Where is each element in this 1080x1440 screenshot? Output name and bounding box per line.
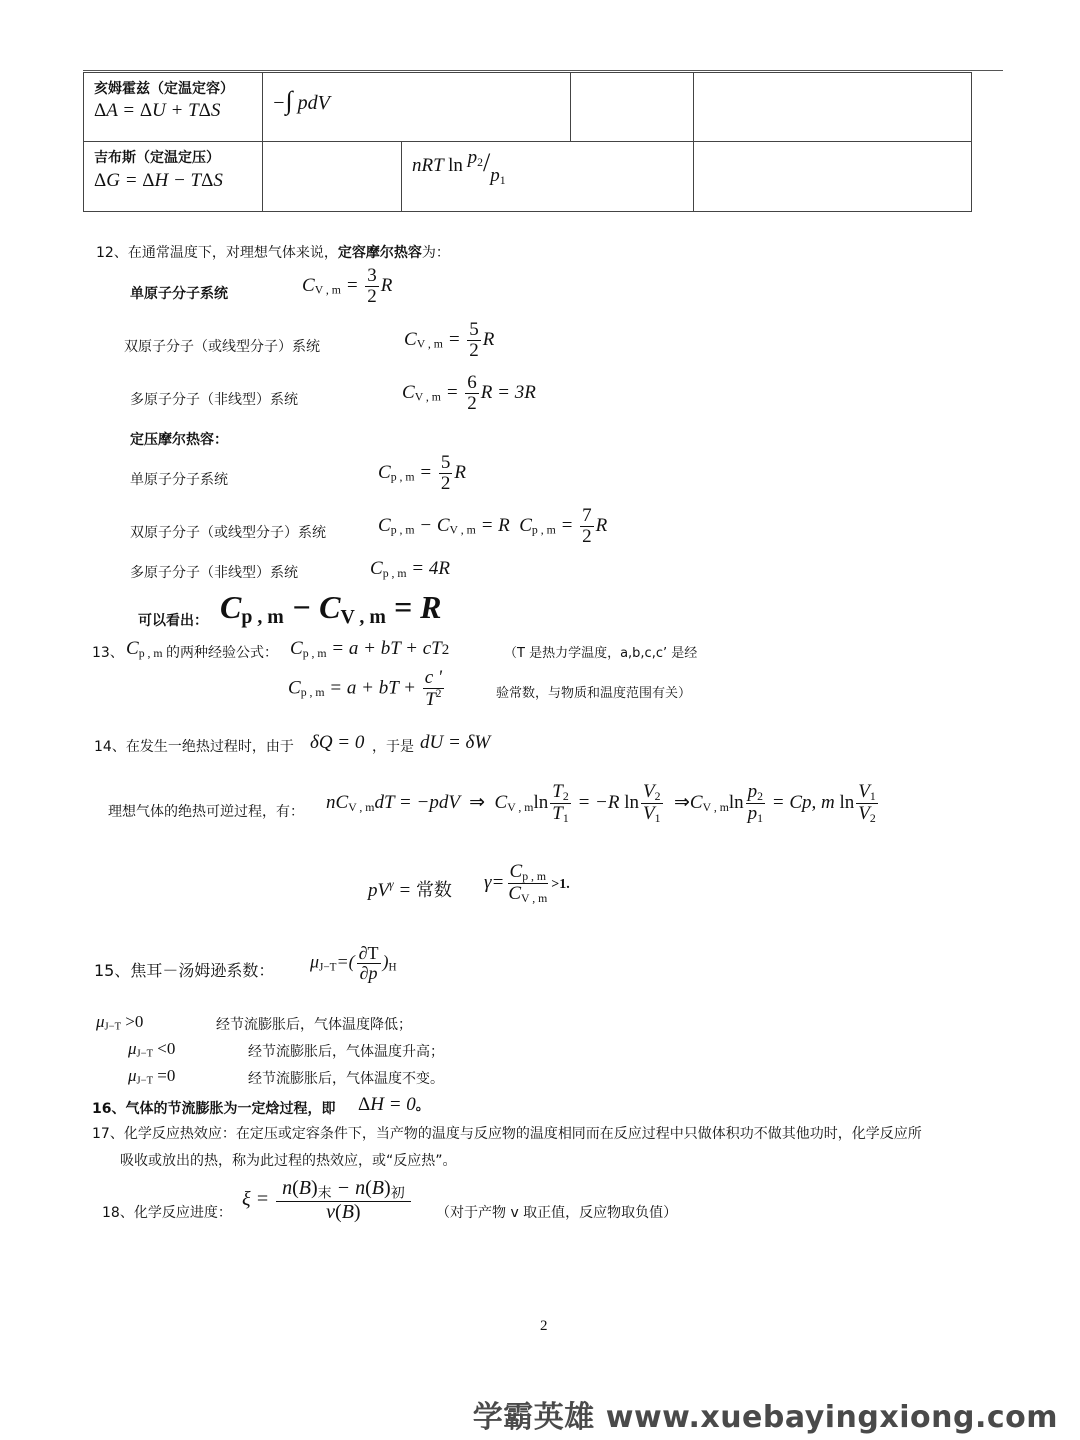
s13-note2: 验常数，与物质和温度范围有关） [496,686,692,701]
conclusion-label: 可以看出： [138,613,208,629]
mu-zero: $\mu_{J-T} =0$ [128,1066,176,1087]
helmholtz-label: 亥姆霍兹（定温定容） [94,81,234,97]
watermark: 学霸英雄 www.xuebayingxiong.com [472,1400,1058,1435]
helmholtz-formula: ΔA = ΔU + TΔS [94,100,221,121]
helmholtz-work: −∫ pdV [272,86,330,115]
s14-adiabatic-formula: $nC_{V , m}dT = -pdV$ ⇒ $C_{V , m}\ln$ $\frac{T_2}{T_1}$ = −R ln $\frac{V_2}{V_1}$ $\Rightarrow C_{V , m}\ln$ $\frac{p_2}{p_1}$ = Cp, m ln $\frac{V_1}{V_2}$ [326,781,876,826]
s15-label: 15、焦耳－汤姆逊系数： [94,961,275,980]
s14-mid: ，于是 [372,739,414,755]
cp-di-formula: $C_{p , m} - C_{V , m} = R$ $C_{p , m}$ = $\frac{7}{2}$ R [378,505,608,547]
cv-mono-label: 单原子分子系统 [130,286,228,302]
s15-formula: $\mu_{J-T}=$( $\frac{\partial T}{\partial p}$ )$_H$ [310,943,397,983]
gibbs-nrt: nRT $\ln p_2/p_1$ [412,147,506,187]
gibbs-label: 吉布斯（定温定压） [94,150,220,166]
gibbs-formula: ΔG = ΔH − TΔS [94,170,223,191]
s14-gamma: γ= $\frac{C_{p , m}}{C_{V , m}}$ >1. [484,861,570,906]
table-row-divider [84,141,971,142]
s16-formula: ΔH = 0。 [358,1094,430,1115]
s13-cp-symbol: $C_{p , m}$ [126,638,163,660]
s18-note: （对于产物 v 取正值，反应物取负值） [436,1205,678,1221]
s18-initial: 初 [390,1185,405,1202]
mu-negative-text: 经节流膨胀后，气体温度升高； [248,1044,444,1060]
top-rule [83,70,1003,71]
s13-formula2: $C_{p , m} = a$ + bT + $\frac{c '}{T^2}$ [288,667,442,710]
s14-ideal-label: 理想气体的绝热可逆过程，有： [108,804,304,820]
cp-title: 定压摩尔热容： [130,432,228,448]
s17-line2: 吸收或放出的热，称为此过程的热效应，或“反应热”。 [120,1153,457,1169]
table-col-divider [262,73,263,211]
cv-di-formula: $C_{V , m}$ = $\frac{5}{2}$ R [404,319,495,361]
cv-mono-formula: $C_{V , m}$ = $\frac{3}{2}$ R [302,265,393,307]
s18-formula: ξ = $\frac{n(B)_末 - n(B)_初}{\nu(B)}$ [242,1178,413,1223]
mu-zero-text: 经节流膨胀后，气体温度不变。 [248,1071,444,1087]
cp-poly-label: 多原子分子（非线型）系统 [130,565,298,581]
s16-text: 16、气体的节流膨胀为一定焓过程，即 [92,1101,336,1117]
cv-di-label: 双原子分子（或线型分子）系统 [124,339,320,355]
page-number: 2 [540,1318,548,1334]
s14-const: 常数 [415,880,452,901]
s14-dq: δQ = 0 [310,732,365,753]
s18-final: 末 [317,1185,332,1202]
s17-line1: 17、化学反应热效应：在定压或定容条件下，当产物的温度与反应物的温度相同而在反应过程中只做体积功不做其他功时，化学反应所 [92,1126,922,1142]
mu-negative: $\mu_{J-T} <0$ [128,1039,176,1060]
s13-text: 的两种经验公式： [166,645,278,661]
cv-poly-label: 多原子分子（非线型）系统 [130,392,298,408]
table-col-divider [693,73,694,211]
s13-note1: （T 是热力学温度，a,b,c,c’ 是经 [504,646,698,661]
cv-poly-formula: $C_{V , m}$ = $\frac{6}{2}$ R = 3R [402,372,536,414]
s13-label: 13、 [92,645,124,661]
s13-formula1: $C_{p , m} = a$ + bT + cT2 [290,638,450,660]
cp-poly-formula: $C_{p , m} = 4R$ [370,558,450,580]
cp-di-label: 双原子分子（或线型分子）系统 [130,525,326,541]
s12-intro: 12、在通常温度下，对理想气体来说，定容摩尔热容为： [96,245,450,261]
table-col-divider [570,73,571,141]
mu-positive-text: 经节流膨胀后，气体温度降低； [216,1017,412,1033]
cp-mono-formula: $C_{p , m}$ = $\frac{5}{2}$ R [378,452,466,494]
s18-label: 18、化学反应进度： [102,1205,232,1221]
table-col-divider [401,141,402,211]
s14-intro: 14、在发生一绝热过程时，由于 [94,739,294,755]
s14-pvgamma: $pV^\gamma$ = 常数 [368,879,452,901]
s14-du: dU = δW [420,732,491,753]
conclusion-formula: $C_{p , m} - C_{V , m} = R$ [220,589,442,628]
mu-positive: $\mu_{J-T} >0$ [96,1012,144,1033]
cp-mono-label: 单原子分子系统 [130,472,228,488]
